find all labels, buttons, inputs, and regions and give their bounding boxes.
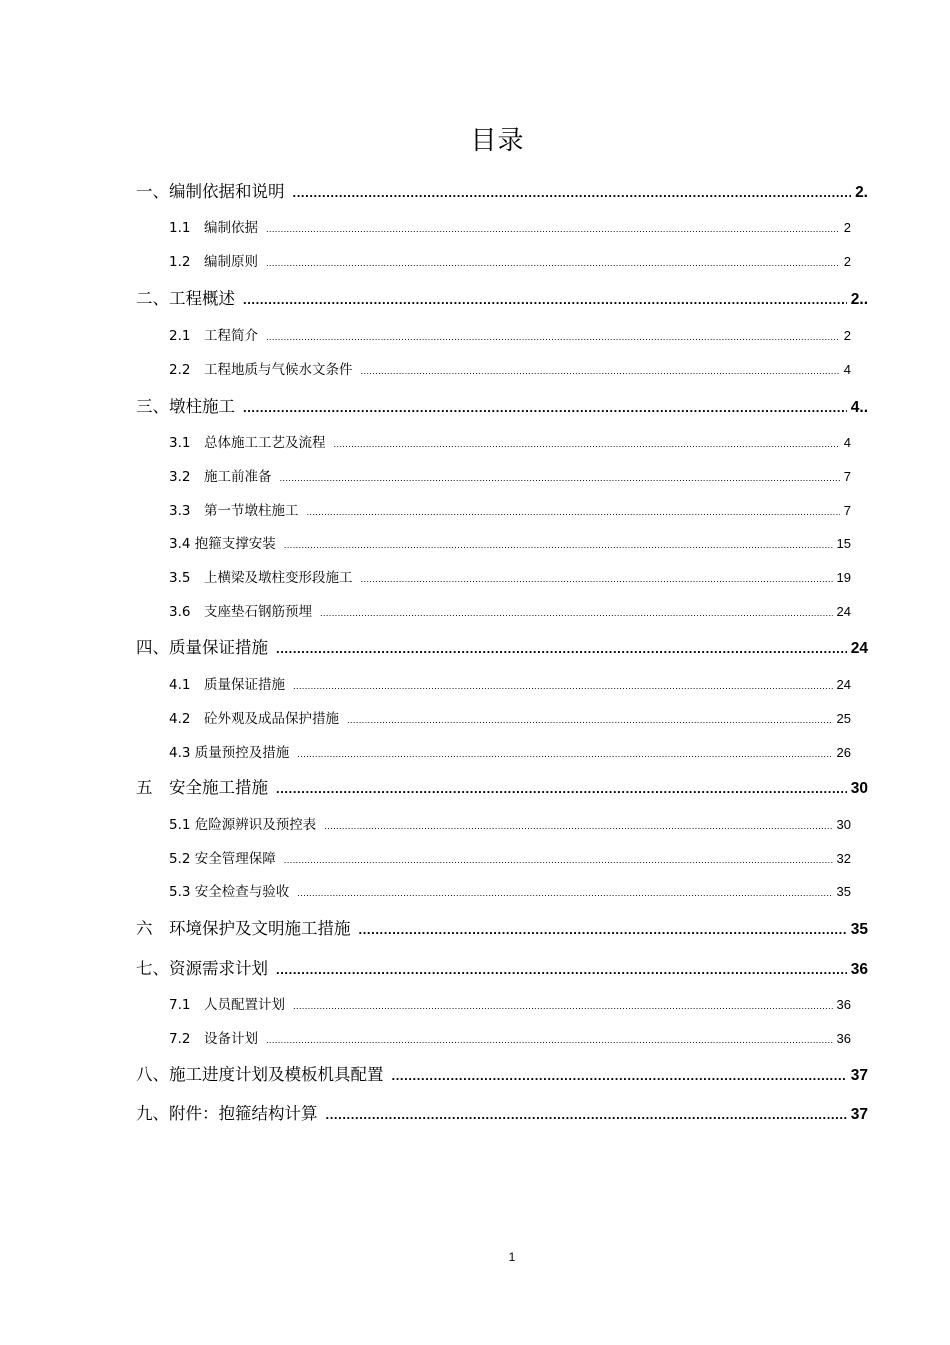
toc-entry-label: 4.3 质量预控及措施 (169, 745, 290, 761)
toc-entry-page: 2 (843, 254, 851, 269)
toc-entry-label: 4.1 质量保证措施 (169, 677, 285, 693)
toc-entry-page: 4 (843, 435, 851, 450)
toc-entry[interactable] (136, 285, 868, 309)
toc-entry[interactable] (169, 813, 851, 833)
toc-leader (266, 332, 840, 343)
toc-entry-label: 7.2 设备计划 (169, 1031, 258, 1047)
toc-entry-page: 25 (836, 711, 851, 726)
toc-entry-label: 四、质量保证措施 (136, 638, 268, 657)
toc-entry-label: 六 环境保护及文明施工措施 (136, 919, 351, 938)
toc-leader (243, 292, 847, 307)
toc-entry-page: 35 (836, 884, 851, 899)
toc-leader (276, 962, 847, 977)
toc-entry[interactable] (169, 216, 851, 236)
page-number: 1 (508, 1250, 516, 1264)
toc-entry-label: 2.1 工程简介 (169, 328, 258, 344)
toc-leader (359, 922, 847, 937)
toc-entry-page: 2. (855, 184, 868, 201)
toc-leader (293, 185, 852, 200)
toc-entry[interactable] (169, 741, 851, 761)
toc-entry-label: 八、施工进度计划及模板机具配置 (136, 1065, 384, 1084)
toc-entry-page: 4 (843, 362, 851, 377)
toc-entry[interactable] (169, 880, 851, 900)
toc-leader (333, 439, 839, 450)
toc-entry[interactable] (169, 847, 851, 867)
toc-entry-label: 3.4 抱箍支撑安装 (169, 536, 276, 552)
toc-entry[interactable] (169, 358, 851, 378)
toc-entry[interactable] (169, 324, 851, 344)
toc-entry-page: 36 (850, 961, 868, 978)
toc-leader (306, 507, 839, 518)
toc-entry-label: 一、编制依据和说明 (136, 182, 285, 201)
toc-entry[interactable] (136, 393, 868, 417)
toc-entry[interactable] (136, 178, 868, 202)
toc-entry-page: 36 (836, 997, 851, 1012)
toc-leader (360, 574, 832, 585)
toc-entry[interactable] (169, 673, 851, 693)
toc-entry-page: 30 (850, 780, 868, 797)
toc-entry-page: 36 (836, 1031, 851, 1046)
page-title: 目录 (470, 126, 525, 156)
toc-entry[interactable] (136, 774, 868, 798)
toc-entry-label: 三、墩柱施工 (136, 397, 235, 416)
toc-entry[interactable] (169, 250, 851, 270)
toc-entry[interactable] (169, 499, 851, 519)
toc-entry[interactable] (169, 465, 851, 485)
toc-entry-label: 5.2 安全管理保障 (169, 851, 276, 867)
toc-leader (276, 641, 847, 656)
toc-leader (324, 821, 832, 832)
toc-entry[interactable] (169, 532, 851, 552)
toc-entry[interactable] (136, 915, 868, 939)
toc-entry-label: 7.1 人员配置计划 (169, 997, 285, 1013)
toc-entry-page: 15 (836, 536, 851, 551)
toc-entry[interactable] (136, 1061, 868, 1085)
toc-entry[interactable] (169, 431, 851, 451)
toc-leader (297, 749, 832, 760)
toc-entry[interactable] (169, 993, 851, 1013)
toc-leader (347, 715, 833, 726)
toc-entry-label: 七、资源需求计划 (136, 959, 268, 978)
toc-leader (279, 473, 839, 484)
toc-entry-label: 3.5 上横梁及墩柱变形段施工 (169, 570, 353, 586)
toc-entry-page: 2.. (850, 291, 868, 308)
toc-leader (284, 855, 833, 866)
toc-entry-page: 24 (850, 640, 868, 657)
toc-entry-page: 19 (836, 570, 851, 585)
toc-entry-label: 2.2 工程地质与气候水文条件 (169, 362, 353, 378)
toc-entry-page: 32 (836, 851, 851, 866)
toc-leader (266, 258, 840, 269)
toc-entry-label: 5.1 危险源辨识及预控表 (169, 817, 317, 833)
toc-leader (266, 224, 840, 235)
toc-leader (297, 888, 832, 899)
toc-entry-page: 7 (843, 469, 851, 484)
toc-leader (360, 366, 839, 377)
toc-entry[interactable] (136, 634, 868, 658)
toc-entry[interactable] (169, 707, 851, 727)
toc-entry-label: 4.2 砼外观及成品保护措施 (169, 711, 339, 727)
toc-entry-page: 35 (850, 921, 868, 938)
toc-entry-page: 30 (836, 817, 851, 832)
toc-entry[interactable] (136, 1100, 868, 1124)
toc-entry-label: 二、工程概述 (136, 289, 235, 308)
toc-leader (326, 1107, 847, 1122)
toc-entry-page: 2 (843, 328, 851, 343)
toc-entry-label: 1.2 编制原则 (169, 254, 258, 270)
toc-entry-label: 1.1 编制依据 (169, 220, 258, 236)
toc-entry-page: 24 (836, 677, 851, 692)
toc-leader (276, 781, 847, 796)
toc-leader (392, 1068, 847, 1083)
toc-leader (293, 1001, 833, 1012)
toc-entry-page: 37 (850, 1106, 868, 1123)
toc-entry-label: 3.3 第一节墩柱施工 (169, 503, 299, 519)
toc-entry[interactable] (169, 600, 851, 620)
toc-entry[interactable] (169, 1027, 851, 1047)
toc-entry[interactable] (136, 955, 868, 979)
toc-entry-label: 3.1 总体施工工艺及流程 (169, 435, 326, 451)
toc-entry-label: 3.2 施工前准备 (169, 469, 272, 485)
toc-leader (320, 608, 833, 619)
toc-entry-page: 24 (836, 604, 851, 619)
toc-entry[interactable] (169, 566, 851, 586)
toc-entry-page: 37 (850, 1067, 868, 1084)
toc-entry-page: 4.. (850, 399, 868, 416)
toc-leader (243, 400, 847, 415)
toc-leader (293, 681, 833, 692)
toc-leader (284, 540, 833, 551)
toc-entry-page: 2 (843, 220, 851, 235)
toc-entry-label: 5.3 安全检查与验收 (169, 884, 290, 900)
toc-entry-page: 26 (836, 745, 851, 760)
toc-leader (266, 1035, 833, 1046)
toc-entry-page: 7 (843, 503, 851, 518)
toc-entry-label: 3.6 支座垫石钢筋预埋 (169, 604, 312, 620)
toc-entry-label: 九、附件：抱箍结构计算 (136, 1104, 318, 1123)
toc-entry-label: 五 安全施工措施 (136, 778, 268, 797)
